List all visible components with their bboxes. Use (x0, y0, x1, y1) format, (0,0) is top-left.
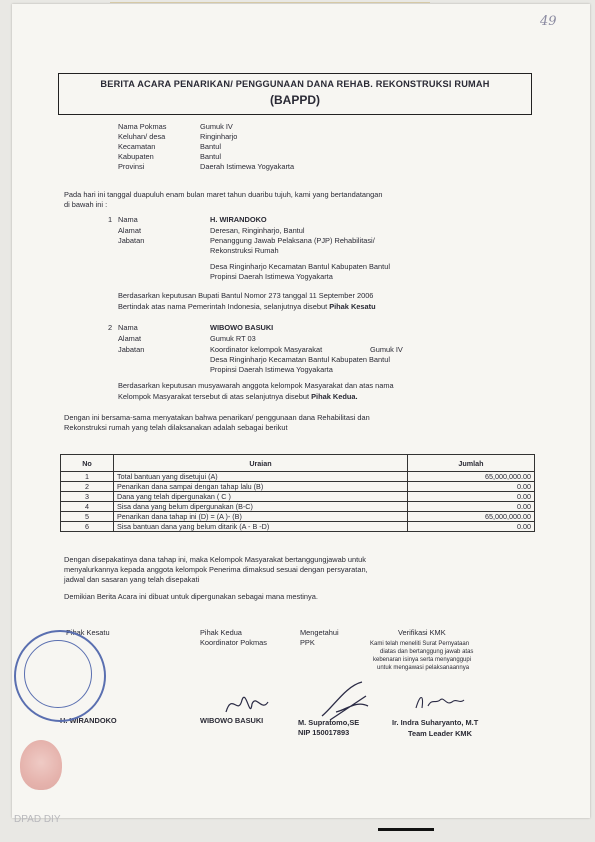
row-no: 1 (61, 472, 114, 482)
party1-alamat: Deresan, Ringinharjo, Bantul (210, 226, 305, 235)
party1-nama-label: Nama (118, 215, 138, 224)
party2-role-pre: Kelompok Masyarakat tersebut di atas selanjutnya disebut (118, 392, 312, 401)
row-uraian: Sisa dana yang belum dipergunakan (B-C) (114, 502, 408, 512)
agreement-text: Dengan ini bersama-sama menyatakan bahwa penarikan/ penggunaan dana Rehabilitasi dan (64, 413, 370, 422)
row-no: 2 (61, 482, 114, 492)
village-stamp-inner (24, 640, 92, 708)
page-number: 49 (540, 14, 557, 29)
table-row (61, 502, 535, 512)
signer3-nip: NIP 150017893 (298, 728, 350, 737)
row-jumlah: 0.00 (408, 522, 535, 532)
verification-note-3: kebenaran isinya serta menyanggupi (373, 657, 472, 663)
party2-jabatan: Koordinator kelompok Masyarakat (210, 345, 323, 354)
signer3-subtitle: PPK (300, 638, 315, 647)
verification-note-2: diatas dan bertanggung jawab atas (380, 649, 474, 655)
row-no: 4 (61, 502, 114, 512)
signer4-title: Verifikasi KMK (398, 628, 446, 637)
party1-jabatan-label: Jabatan (118, 236, 145, 245)
label-kabupaten: Kabupaten (118, 152, 154, 161)
row-no: 5 (61, 512, 114, 522)
archive-seal-icon (20, 740, 62, 790)
party1-jabatan-4: Propinsi Daerah Istimewa Yogyakarta (210, 272, 333, 281)
row-uraian: Dana yang telah dipergunakan ( C ) (114, 492, 408, 502)
header-uraian: Uraian (114, 455, 408, 472)
page-edge-line (110, 2, 430, 3)
signer2-name: WIBOWO BASUKI (200, 716, 264, 725)
signer3-title: Mengetahui (300, 628, 339, 637)
row-jumlah: 0.00 (408, 482, 535, 492)
scan-edge-bar (378, 828, 434, 831)
header-no: No (61, 455, 114, 472)
value-kabupaten: Bantul (200, 152, 221, 161)
party1-jabatan: Penanggung Jawab Pelaksana (PJP) Rehabilitasi/ (210, 236, 375, 245)
signer2-title: Pihak Kedua (200, 628, 242, 637)
row-uraian: Penarikan dana tahap ini (D) = (A )- (B) (114, 512, 408, 522)
value-nama-pokmas: Gumuk IV (200, 122, 233, 131)
table-row (61, 472, 535, 482)
row-uraian: Penarikan dana sampai dengan tahap lalu (B) (114, 482, 408, 492)
row-jumlah: 65,000,000.00 (408, 472, 535, 482)
title-box (58, 73, 532, 115)
label-nama-pokmas: Nama Pokmas (118, 122, 167, 131)
party2-basis: Berdasarkan keputusan musyawarah anggota kelompok Masyarakat dan atas nama (118, 381, 394, 390)
signer2-subtitle: Koordinator Pokmas (200, 638, 267, 647)
party2-nama-label: Nama (118, 323, 138, 332)
party2-number: 2 (108, 323, 113, 332)
row-jumlah: 65,000,000.00 (408, 512, 535, 522)
closing-text-2: menyalurkannya kepada anggota kelompok Penerima dimaksud sesuai dengan persyaratan, (64, 565, 368, 574)
signer4-role: Team Leader KMK (408, 729, 472, 738)
row-uraian: Total bantuan yang disetujui (A) (114, 472, 408, 482)
row-no: 6 (61, 522, 114, 532)
watermark-text: DPAD DIY (14, 814, 61, 825)
label-kecamatan: Kecamatan (118, 142, 156, 151)
party2-alamat-label: Alamat (118, 334, 142, 343)
document-title: BERITA ACARA PENARIKAN/ PENGGUNAAN DANA REHAB. REKONSTRUKSI RUMAH (100, 79, 490, 89)
signer3-name: M. Supratomo,SE (298, 718, 360, 727)
party2-alamat: Gumuk RT 03 (210, 334, 256, 343)
table-row (61, 512, 535, 522)
party2-role-bold: Pihak Kedua. (311, 392, 358, 401)
table-row (61, 522, 535, 532)
party1-basis: Berdasarkan keputusan Bupati Bantul Nomor 273 tanggal 11 September 2006 (118, 291, 374, 300)
signature-wibowo (222, 682, 272, 722)
table-header-row (61, 455, 535, 472)
value-provinsi: Daerah Istimewa Yogyakarta (200, 162, 295, 171)
label-kelurahan: Keluhan/ desa (118, 132, 166, 141)
party2-jabatan-label: Jabatan (118, 345, 145, 354)
intro-text-2: di bawah ini : (64, 200, 108, 209)
value-kelurahan: Ringinharjo (200, 132, 238, 141)
party2-role-text (118, 392, 358, 402)
disbursement-table (60, 454, 535, 532)
signature-indra (410, 688, 470, 714)
signature-supratomo (316, 676, 376, 724)
party1-jabatan-3: Desa Ringinharjo Kecamatan Bantul Kabupaten Bantul (210, 262, 390, 271)
table-row (61, 482, 535, 492)
party1-role-text (118, 302, 376, 312)
party1-role-pre: Bertindak atas nama Pemerintah Indonesia, selanjutnya disebut (118, 302, 330, 311)
party1-jabatan-2: Rekonstruksi Rumah (210, 246, 279, 255)
party2-jabatan-3: Propinsi Daerah Istimewa Yogyakarta (210, 365, 333, 374)
signer4-name: Ir. Indra Suharyanto, M.T (392, 718, 479, 727)
intro-text: Pada hari ini tanggal duapuluh enam bulan maret tahun duaribu tujuh, kami yang bertandatangan (64, 190, 383, 199)
party1-role-bold: Pihak Kesatu (329, 302, 376, 311)
closing-text-3: jadwal dan sasaran yang telah disepakati (64, 575, 200, 584)
verification-note: Kami telah meneliti Surat Pernyataan (370, 641, 470, 647)
party2-nama: WIBOWO BASUKI (210, 323, 274, 332)
row-uraian: Sisa bantuan dana yang belum ditarik (A - B -D) (114, 522, 408, 532)
party1-alamat-label: Alamat (118, 226, 142, 235)
closing-statement: Demikian Berita Acara ini dibuat untuk dipergunakan sebagai mana mestinya. (64, 592, 318, 601)
party1-nama: H. WIRANDOKO (210, 215, 267, 224)
party1-number: 1 (108, 215, 113, 224)
party2-jabatan-pokmas: Gumuk IV (370, 345, 403, 354)
row-jumlah: 0.00 (408, 502, 535, 512)
label-provinsi: Provinsi (118, 162, 145, 171)
header-jumlah: Jumlah (408, 455, 535, 472)
verification-note-4: untuk mengawasi pelaksanaannya (377, 665, 470, 671)
document-subtitle: (BAPPD) (270, 93, 320, 107)
row-jumlah: 0.00 (408, 492, 535, 502)
row-no: 3 (61, 492, 114, 502)
agreement-text-2: Rekonstruksi rumah yang telah dilaksanakan adalah sebagai berikut (64, 423, 288, 432)
table-row (61, 492, 535, 502)
value-kecamatan: Bantul (200, 142, 221, 151)
signer1-title: Pihak Kesatu (66, 628, 110, 637)
signer1-name: H. WIRANDOKO (60, 716, 117, 725)
party2-jabatan-2: Desa Ringinharjo Kecamatan Bantul Kabupaten Bantul (210, 355, 390, 364)
closing-text: Dengan disepakatinya dana tahap ini, maka Kelompok Masyarakat bertanggungjawab untuk (64, 555, 366, 564)
